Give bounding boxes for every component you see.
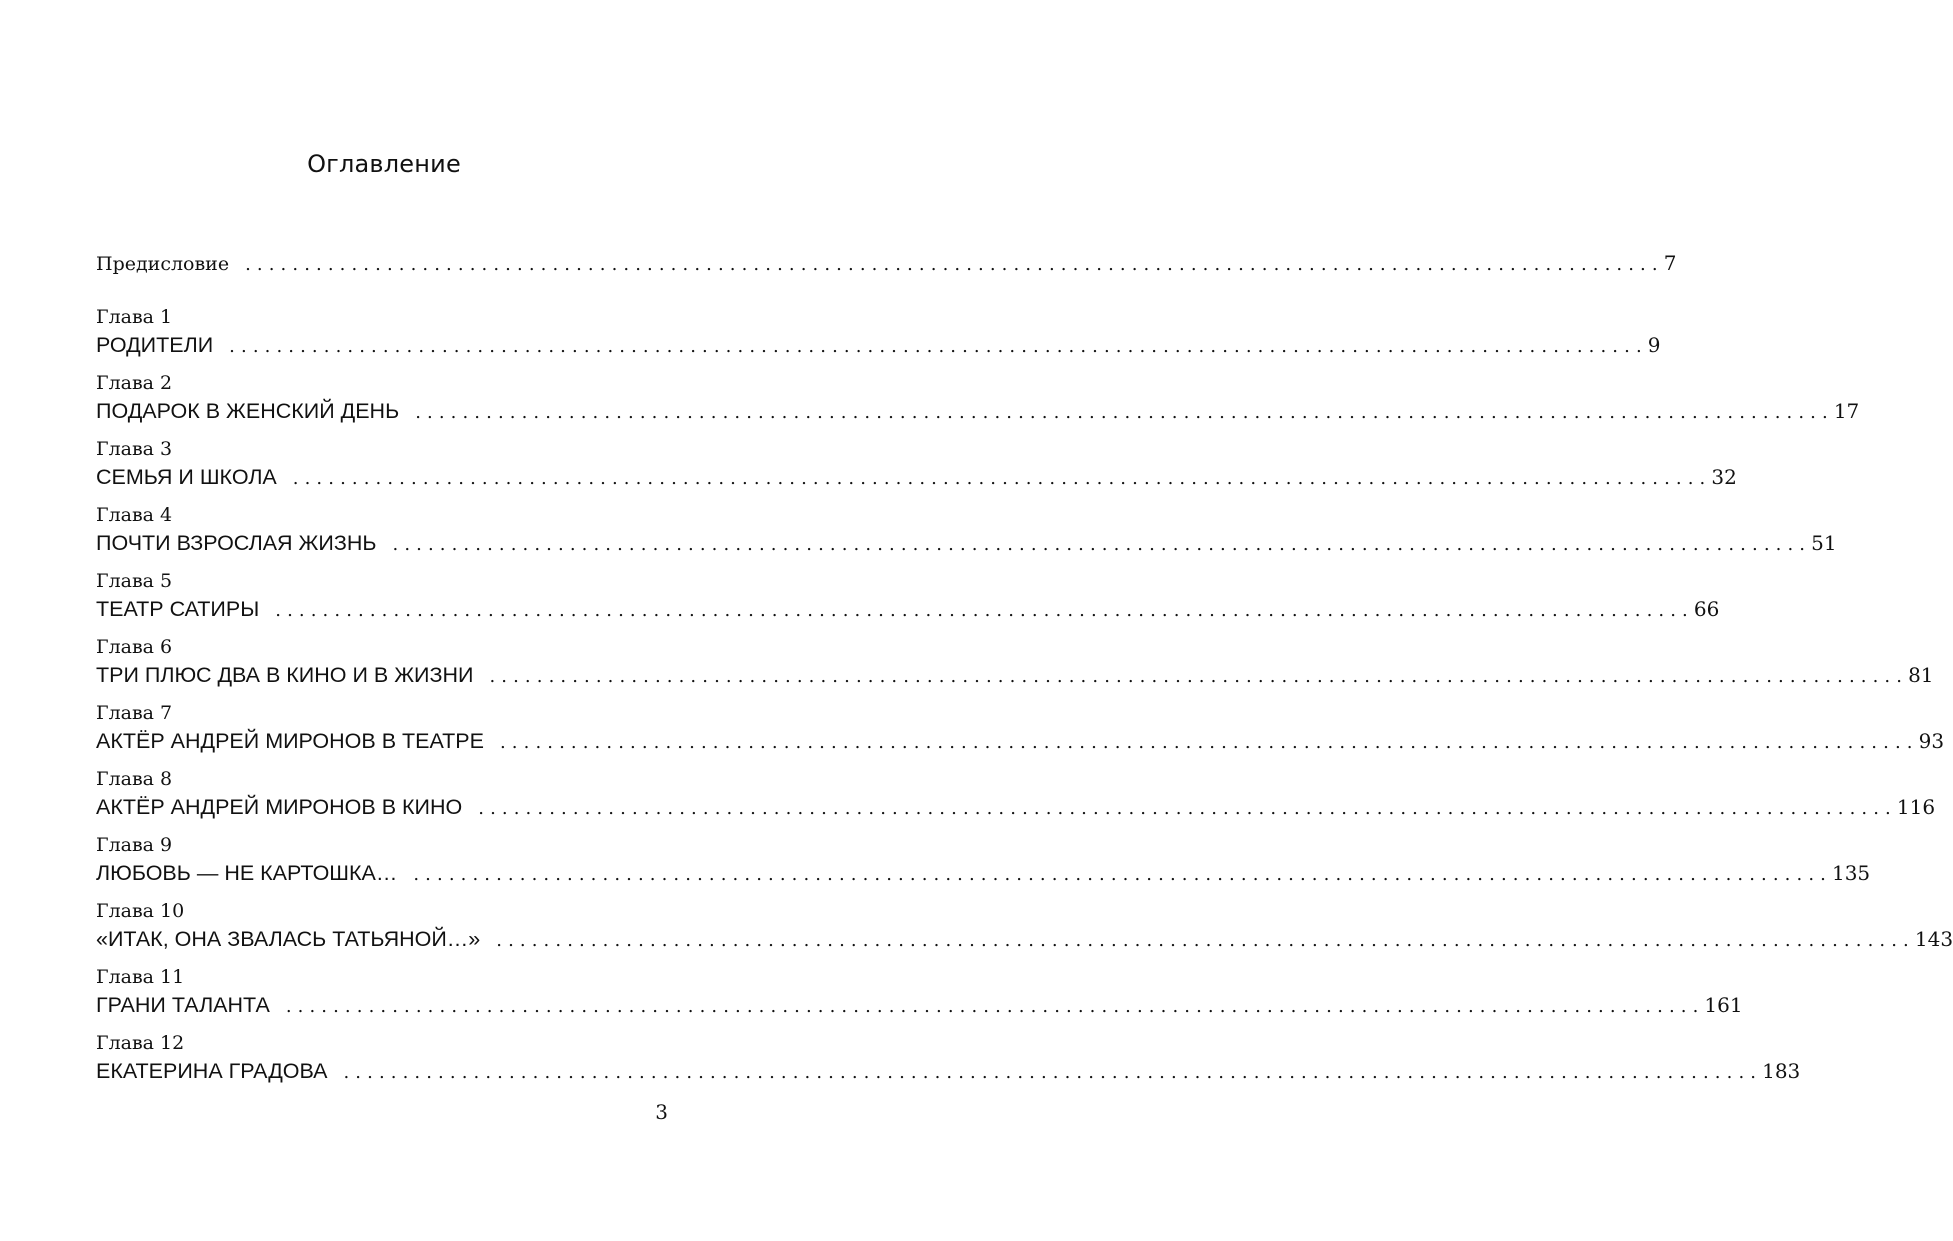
dot-leader: ........................................................................................................................ — [292, 468, 1712, 489]
chapter-title: ПОДАРОК В ЖЕНСКИЙ ДЕНЬ — [96, 399, 400, 423]
toc-line — [96, 396, 1860, 426]
toc-entry-chapter — [96, 832, 1871, 888]
dot-leader: ........................................................................................................................ — [343, 1062, 1763, 1083]
page-number: 3 — [655, 1100, 668, 1124]
toc-page-number: 66 — [1693, 597, 1720, 621]
toc-page-number: 9 — [1647, 333, 1661, 357]
chapter-label: Глава 11 — [96, 966, 185, 988]
chapter-title: СЕМЬЯ И ШКОЛА — [96, 465, 277, 489]
toc-page-number: 161 — [1704, 993, 1743, 1017]
dot-leader: ........................................................................................................................ — [413, 864, 1832, 885]
toc-entry-chapter — [96, 634, 1934, 690]
toc-line — [96, 990, 1743, 1020]
chapter-label: Глава 4 — [96, 504, 173, 526]
dot-leader: ........................................................................................................................ — [245, 254, 1664, 275]
toc-entry-chapter — [96, 370, 1860, 426]
toc-page-number: 135 — [1831, 861, 1871, 885]
toc-entry-chapter — [96, 304, 1661, 360]
dot-leader: ........................................................................................................................ — [229, 336, 1648, 357]
toc-line — [96, 1056, 1801, 1086]
chapter-label: Глава 3 — [96, 438, 173, 460]
toc-page-number: 51 — [1811, 531, 1837, 555]
chapter-title: РОДИТЕЛИ — [96, 333, 214, 357]
chapter-title: ЕКАТЕРИНА ГРАДОВА — [96, 1059, 328, 1083]
toc-line — [96, 248, 1677, 278]
toc-entry-chapter — [96, 568, 1720, 624]
toc-entry-chapter — [96, 766, 1936, 822]
chapter-title: ТЕАТР САТИРЫ — [96, 597, 260, 621]
toc-entry-chapter — [96, 1030, 1801, 1086]
toc-entry-chapter — [96, 964, 1743, 1020]
toc-entry-chapter — [96, 502, 1837, 558]
dot-leader: ........................................................................................................................ — [285, 996, 1705, 1017]
chapter-title: ГРАНИ ТАЛАНТА — [96, 993, 270, 1017]
toc-line — [96, 924, 1953, 954]
dot-leader: ........................................................................................................................ — [496, 930, 1915, 951]
dot-leader: ........................................................................................................................ — [499, 732, 1919, 753]
chapter-label: Глава 9 — [96, 834, 173, 856]
toc-line — [96, 858, 1871, 888]
toc-line — [96, 528, 1837, 558]
toc-page-number: 93 — [1918, 729, 1945, 753]
toc-entry-chapter — [96, 700, 1945, 756]
chapter-title: ЛЮБОВЬ — НЕ КАРТОШКА… — [96, 861, 398, 885]
chapter-title: «ИТАК, ОНА ЗВАЛАСЬ ТАТЬЯНОЙ…» — [96, 927, 481, 951]
toc-page-number: 32 — [1711, 465, 1737, 489]
toc-page-number: 143 — [1914, 927, 1953, 951]
toc-page-number: 7 — [1663, 251, 1677, 275]
chapter-label: Глава 6 — [96, 636, 173, 658]
toc-page-number: 17 — [1833, 399, 1860, 423]
toc-page-number: 183 — [1762, 1059, 1801, 1083]
chapter-title: ПОЧТИ ВЗРОСЛАЯ ЖИЗНЬ — [96, 531, 377, 555]
toc-entry-preface — [96, 248, 1677, 278]
table-of-contents — [96, 248, 1953, 1086]
dot-leader: ........................................................................................................................ — [489, 666, 1909, 687]
chapter-title: АКТЁР АНДРЕЙ МИРОНОВ В ТЕАТРЕ — [96, 729, 484, 753]
page-title: Оглавление — [307, 150, 461, 178]
chapter-label: Глава 7 — [96, 702, 173, 724]
toc-line — [96, 462, 1737, 492]
chapter-label: Глава 8 — [96, 768, 173, 790]
chapter-label: Глава 10 — [96, 900, 185, 922]
toc-line — [96, 594, 1720, 624]
chapter-label: Глава 2 — [96, 372, 173, 394]
chapter-label: Глава 1 — [96, 306, 173, 328]
toc-entry-chapter — [96, 436, 1737, 492]
toc-page-number: 81 — [1908, 663, 1934, 687]
toc-line — [96, 792, 1936, 822]
toc-entry-chapter — [96, 898, 1953, 954]
dot-leader: ........................................................................................................................ — [478, 798, 1897, 819]
chapter-title: ТРИ ПЛЮС ДВА В КИНО И В ЖИЗНИ — [96, 663, 474, 687]
chapter-label: Глава 12 — [96, 1032, 185, 1054]
chapter-title: АКТЁР АНДРЕЙ МИРОНОВ В КИНО — [96, 795, 463, 819]
dot-leader: ........................................................................................................................ — [275, 600, 1694, 621]
dot-leader: ........................................................................................................................ — [392, 534, 1812, 555]
chapter-label: Глава 5 — [96, 570, 173, 592]
toc-line — [96, 660, 1934, 690]
dot-leader: ........................................................................................................................ — [415, 402, 1834, 423]
toc-entry-title: Предисловие — [96, 253, 230, 275]
toc-line — [96, 330, 1661, 360]
toc-page-number: 116 — [1896, 795, 1936, 819]
toc-line — [96, 726, 1945, 756]
